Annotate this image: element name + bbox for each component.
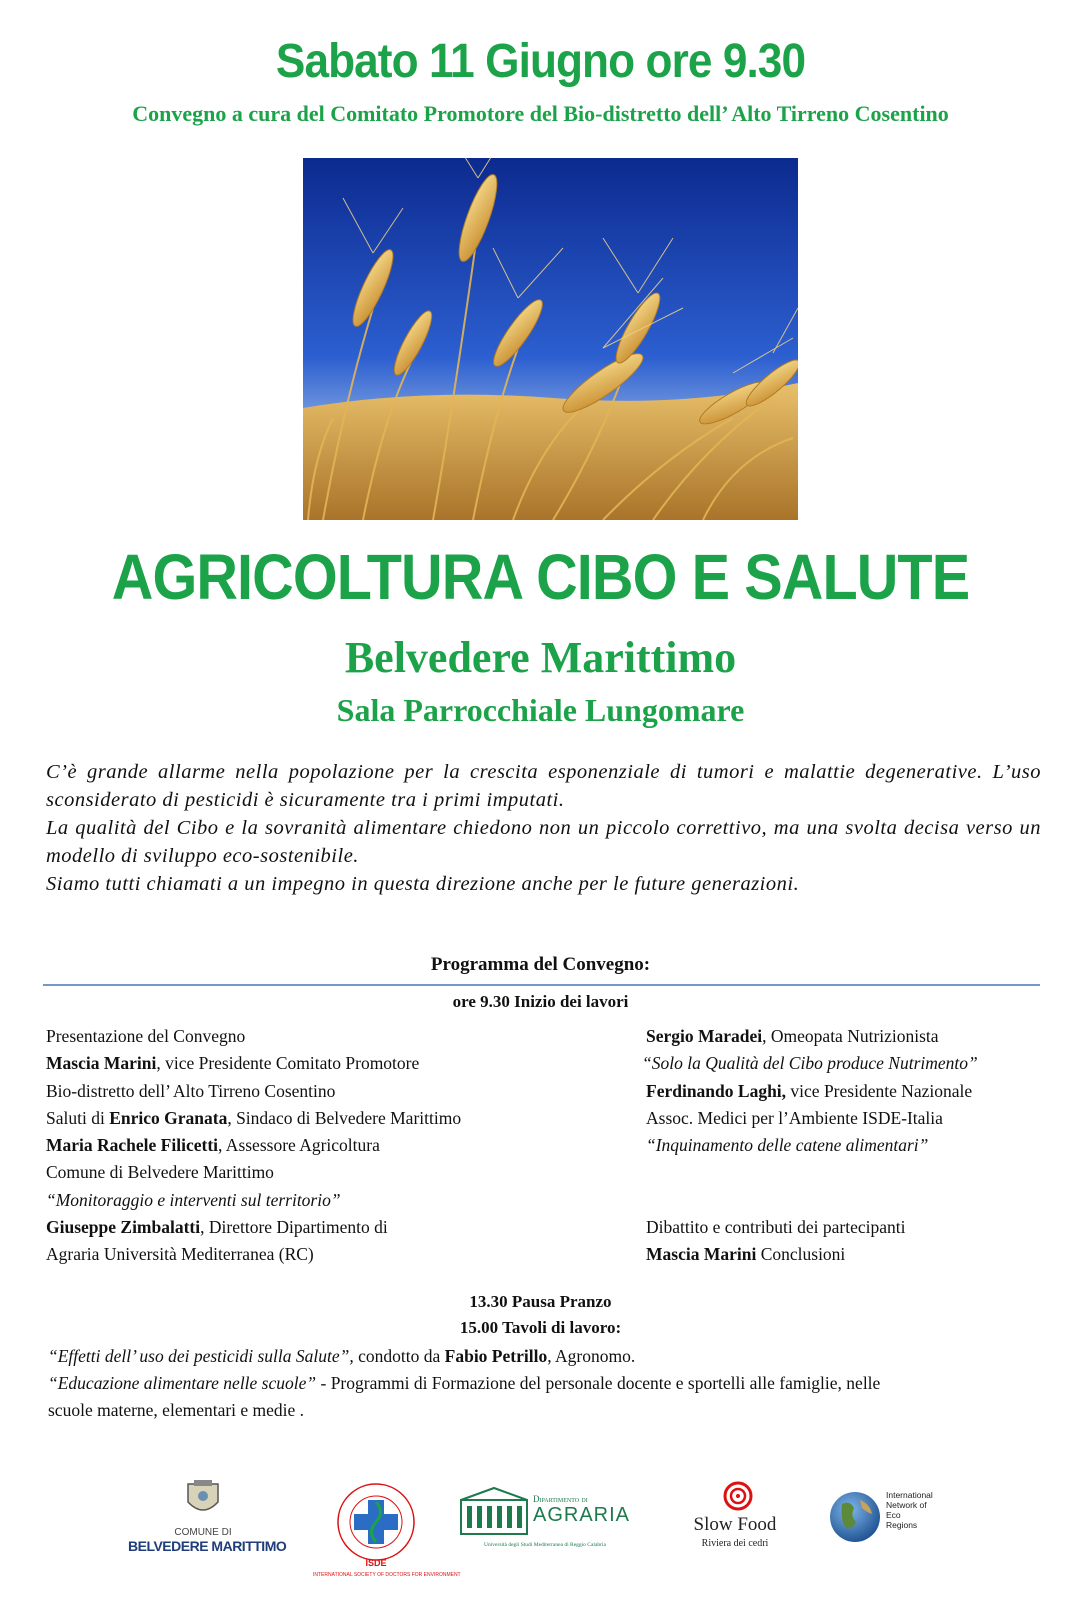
program-line: Dibattito e contributi dei partecipanti: [646, 1217, 906, 1238]
ineco-line: International: [886, 1490, 933, 1500]
comune-label: BELVEDERE MARITTIMO: [128, 1538, 287, 1554]
wheat-photo: [303, 158, 798, 520]
speaker-name: Ferdinando Laghi,: [646, 1080, 787, 1101]
speaker-role: vice Presidente Nazionale: [786, 1080, 973, 1101]
intro-text: [46, 758, 1041, 898]
organizer-subtitle: Convegno a cura del Comitato Promotore del Bio-distretto dell’ Alto Tirreno Cosentino: [132, 101, 949, 126]
workshops-list: [48, 1343, 1048, 1424]
slowfood-chapter: Riviera dei cedri: [701, 1538, 769, 1549]
program-line: [46, 1050, 606, 1077]
talk-title-text: “Inquinamento delle catene alimentari”: [646, 1135, 929, 1156]
isde-logo: [313, 1480, 461, 1590]
coat-of-arms-icon: [128, 1480, 278, 1520]
ineco-line: Regions: [886, 1520, 918, 1530]
speaker-role: , Sindaco di Belvedere Marittimo: [227, 1107, 462, 1128]
isde-emblem-icon: [333, 1480, 419, 1570]
program-line: [46, 1214, 606, 1241]
talk-title: [646, 1132, 1066, 1159]
program-line: [646, 1241, 1066, 1268]
program-text: , Agronomo.: [547, 1346, 636, 1366]
program-line: Presentazione del Convegno: [46, 1026, 246, 1046]
workshop-title: “Educazione alimentare nelle scuole”: [48, 1373, 317, 1393]
workshops-title: 15.00 Tavoli di lavoro:: [459, 1318, 622, 1337]
program-line: [46, 1105, 606, 1132]
workshop-line: scuole materne, elementari e medie .: [48, 1400, 305, 1420]
program-line: Agraria Università Mediterranea (RC): [46, 1244, 314, 1265]
event-location: Belvedere Marittimo: [344, 633, 737, 682]
agraria-university: Università degli Studi Mediterranea di Reggio Calabria: [484, 1542, 606, 1548]
building-icon: [459, 1486, 529, 1536]
intro-paragraph: Siamo tutti chiamati a un impegno in questa direzione anche per le future generazioni.: [46, 873, 800, 895]
globe-icon: [828, 1490, 882, 1544]
intro-paragraph: La qualità del Cibo e la sovranità alimentare chiedono non un piccolo correttivo, ma una svolta decisa verso un modello di sviluppo eco-sostenibile.: [46, 817, 1041, 867]
speaker-name: Giuseppe Zimbalatti: [46, 1217, 201, 1238]
workshop-line: [48, 1370, 1048, 1397]
slowfood-label: Slow Food: [693, 1514, 777, 1535]
ineco-line: Network of: [886, 1500, 927, 1510]
program-line: [46, 1132, 606, 1159]
program-text: Conclusioni: [756, 1244, 846, 1265]
talk-title: [46, 1187, 606, 1214]
speaker-role: , vice Presidente Comitato Promotore: [156, 1053, 420, 1074]
program-start: ore 9.30 Inizio dei lavori: [452, 992, 629, 1011]
intro-paragraph: C’è grande allarme nella popolazione per la crescita esponenziale di tumori e malattie degenerative. L’uso sconsiderato di pesticidi è sicuramente tra i primi imputati.: [46, 761, 1041, 811]
event-venue: Sala Parrocchiale Lungomare: [336, 692, 745, 728]
agraria-label: AGRARIA: [533, 1504, 631, 1526]
talk-title: [642, 1050, 1066, 1077]
wheat-field-illustration: [303, 158, 798, 520]
workshop-title: “Effetti dell’ uso dei pesticidi sulla Salute”,: [48, 1346, 354, 1366]
event-main-title: AGRICOLTURA CIBO E SALUTE: [111, 541, 970, 613]
agraria-logo: [455, 1480, 635, 1590]
spacer: [646, 1159, 1066, 1214]
ineco-logo: [828, 1480, 948, 1590]
speaker-name: Sergio Maradei: [646, 1026, 763, 1046]
speaker-name: Mascia Marini: [46, 1053, 157, 1074]
ineco-label: [886, 1490, 933, 1530]
program-line: Bio-distretto dell’ Alto Tirreno Cosentino: [46, 1080, 336, 1101]
isde-full-name: INTERNATIONAL SOCIETY OF DOCTORS FOR ENVIRONMENT: [313, 1572, 461, 1578]
program-text: - Programmi di Formazione del personale docente e sportelli alle famiglie, nelle: [316, 1373, 881, 1393]
program-left-column: [46, 1023, 606, 1269]
comune-logo: [128, 1480, 287, 1590]
program-right-column: [642, 1023, 1066, 1269]
program-line: Assoc. Medici per l’Ambiente ISDE-Italia: [646, 1107, 943, 1128]
program-line: Comune di Belvedere Marittimo: [46, 1162, 274, 1183]
speaker-name: Enrico Granata: [109, 1107, 228, 1128]
speaker-name: Mascia Marini: [646, 1244, 757, 1265]
program-line: [646, 1078, 1066, 1105]
speaker-role: , Assessore Agricoltura: [218, 1135, 380, 1156]
ineco-line: Eco: [886, 1510, 901, 1520]
snail-icon: [718, 1480, 758, 1514]
workshop-line: [48, 1343, 1048, 1370]
event-date-heading: Sabato 11 Giugno ore 9.30: [275, 35, 806, 88]
talk-title-text: “Solo la Qualità del Cibo produce Nutrimento”: [642, 1053, 978, 1074]
sponsor-logos: [0, 1480, 1081, 1590]
speaker-name: Fabio Petrillo: [444, 1346, 548, 1366]
comune-label-small: COMUNE DI: [174, 1527, 232, 1538]
divider: [43, 984, 1040, 986]
speaker-role: , Omeopata Nutrizionista: [762, 1026, 939, 1046]
isde-short-label: ISDE: [365, 1558, 387, 1568]
program-title: Programma del Convegno:: [430, 954, 651, 975]
agraria-dept-label: Dipartimento di: [533, 1494, 588, 1504]
speaker-role: , Direttore Dipartimento di: [200, 1217, 388, 1238]
talk-title-text: “Monitoraggio e interventi sul territorio”: [46, 1189, 341, 1210]
lunch-break: 13.30 Pausa Pranzo: [469, 1292, 612, 1311]
slowfood-logo: [680, 1480, 790, 1590]
program-text: Saluti di: [46, 1107, 110, 1128]
speaker-name: Maria Rachele Filicetti: [46, 1135, 219, 1156]
program-text: condotto da: [353, 1346, 445, 1366]
program-line: [646, 1023, 1066, 1050]
